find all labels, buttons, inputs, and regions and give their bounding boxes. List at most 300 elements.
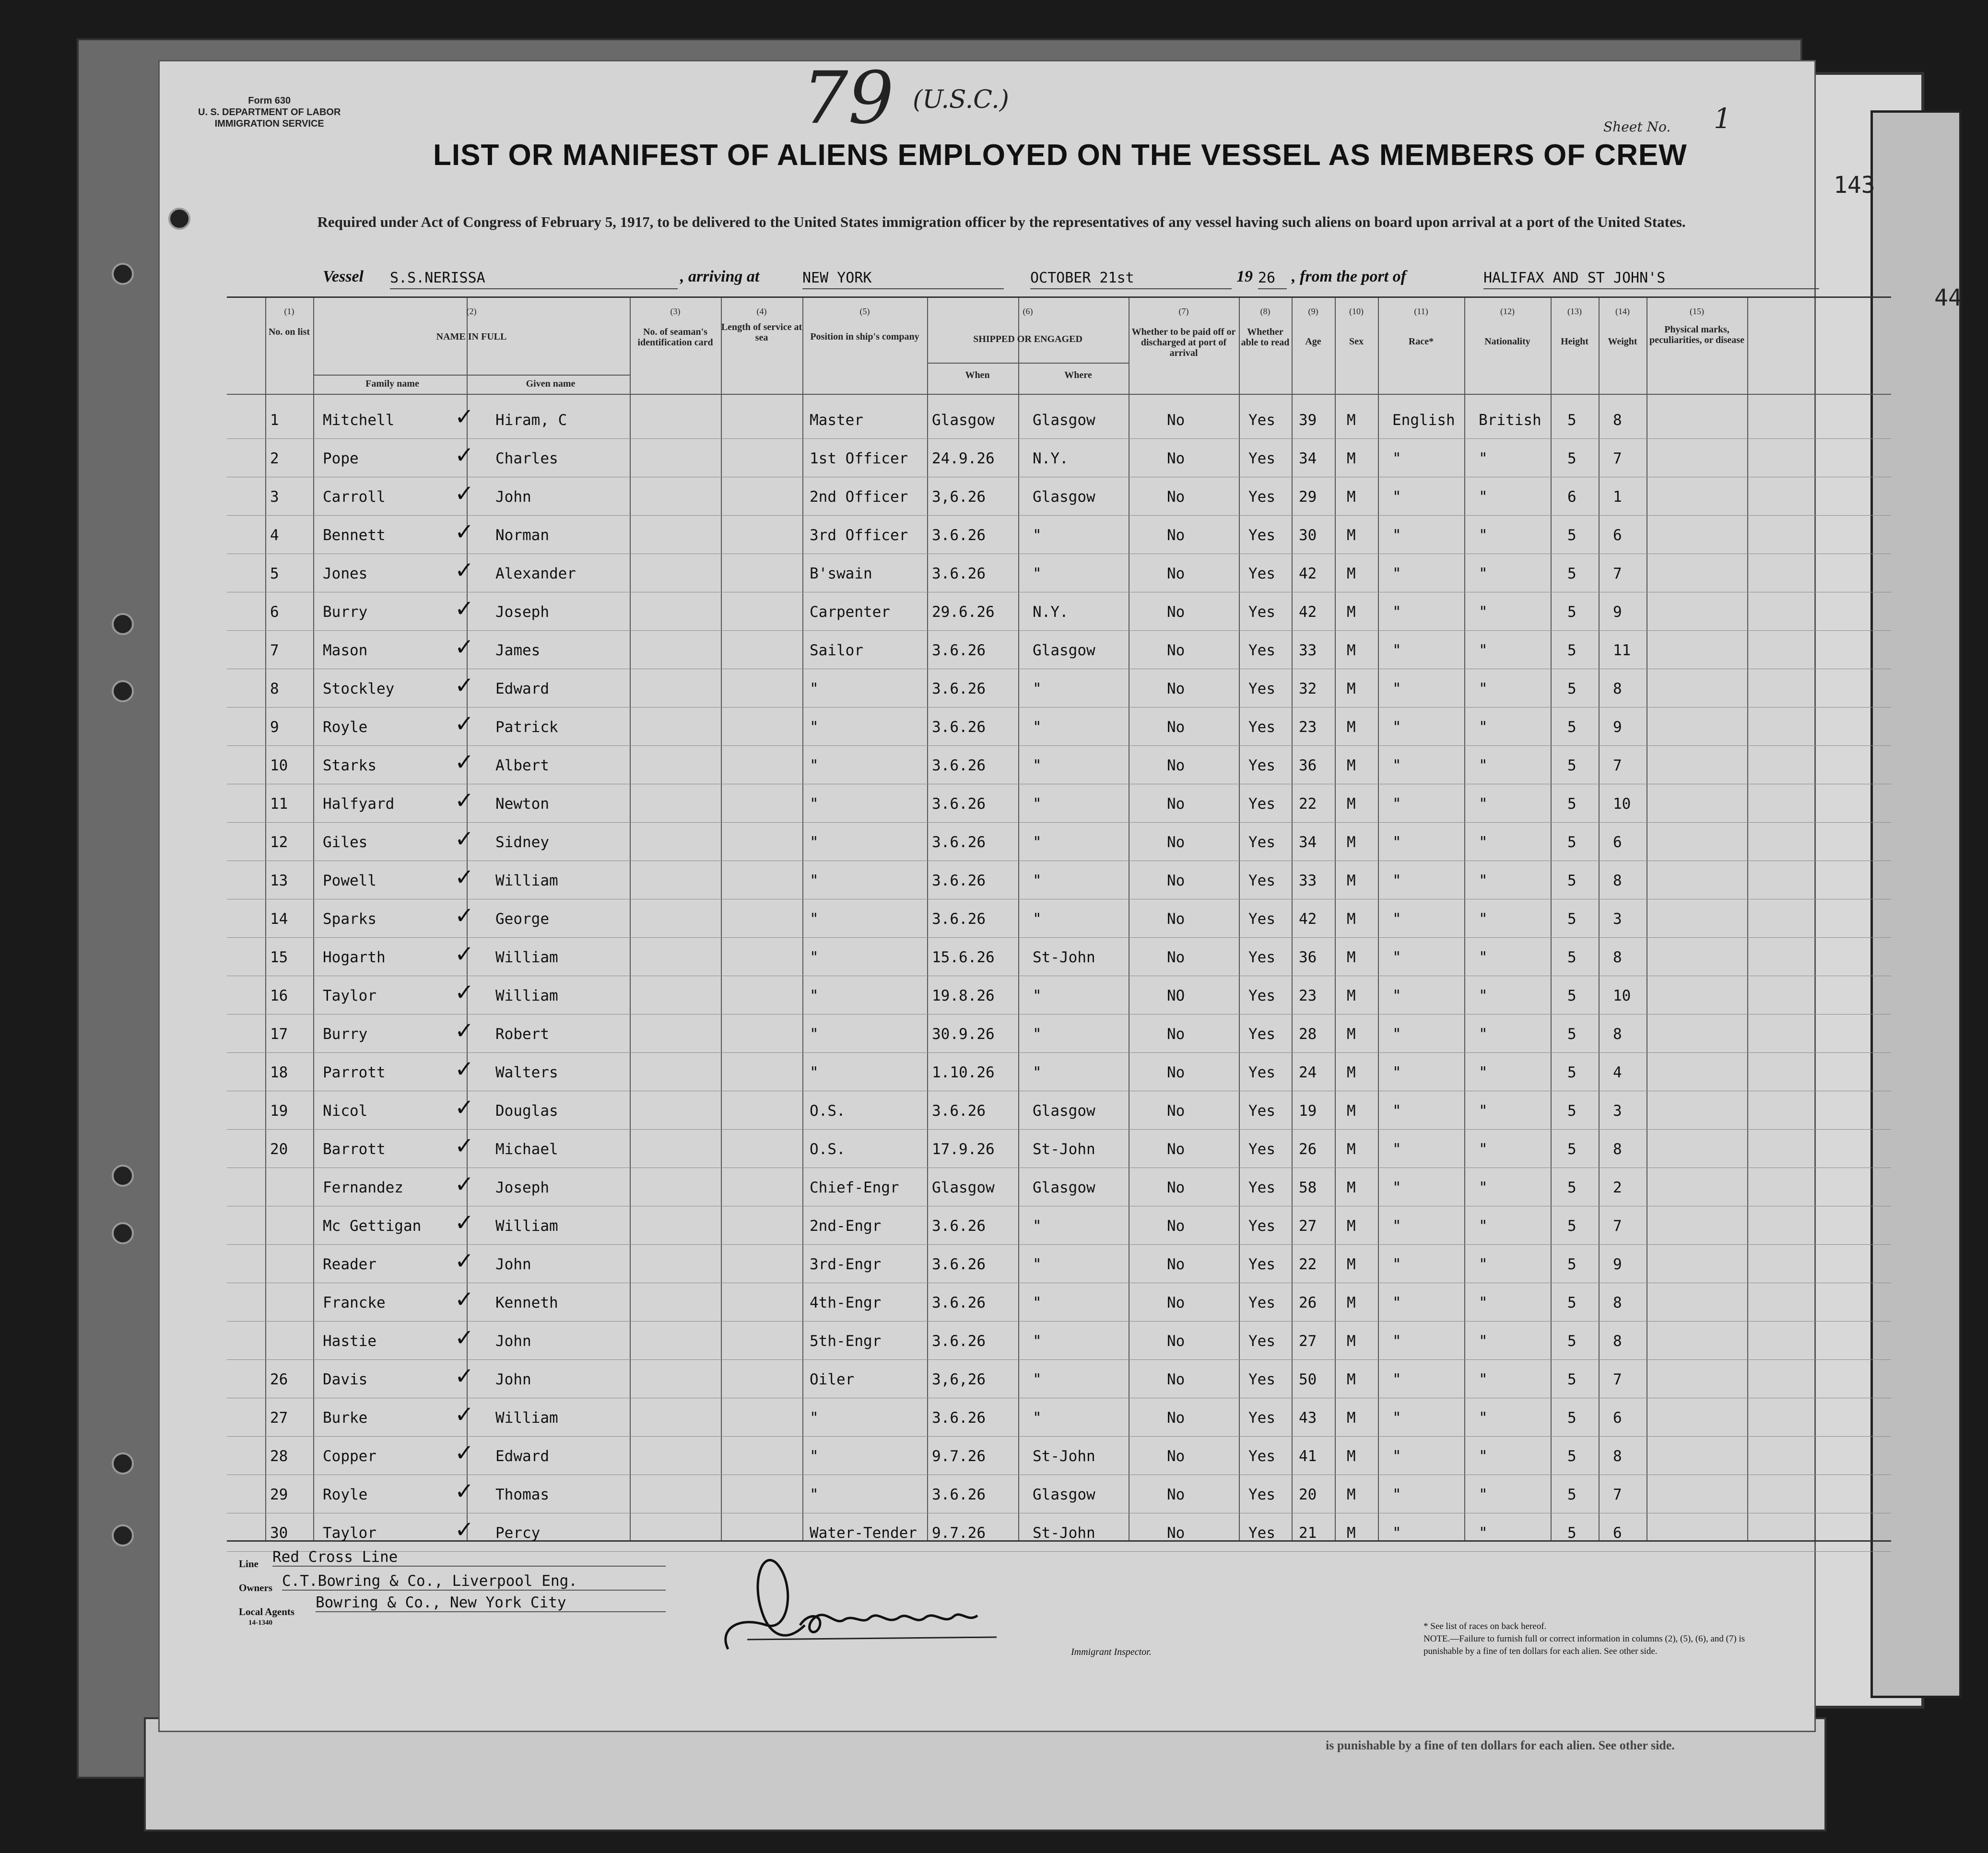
able-to-read: Yes	[1248, 1371, 1275, 1388]
checkmark-icon: ✓	[455, 864, 474, 891]
row-number: 1	[270, 412, 279, 429]
col-num: (13)	[1567, 307, 1582, 316]
shipped-when: 3.6.26	[932, 757, 986, 774]
col-num: (10)	[1349, 307, 1364, 316]
checkmark-icon: ✓	[455, 787, 474, 814]
sex: M	[1347, 872, 1356, 889]
able-to-read: Yes	[1248, 1448, 1275, 1465]
height: 5	[1567, 795, 1576, 813]
crew-row	[227, 401, 1891, 439]
punch-hole	[112, 1524, 134, 1546]
paid-off: No	[1167, 872, 1185, 889]
handwritten-number: 79	[802, 57, 894, 140]
given-name: Sidney	[495, 834, 549, 851]
sex: M	[1347, 949, 1356, 966]
given-name: William	[495, 1409, 558, 1427]
weight: 9	[1613, 1256, 1622, 1273]
paid-off: No	[1167, 1409, 1185, 1427]
shipped-when: 3.6.26	[932, 1294, 986, 1311]
family-name: Royle	[323, 719, 368, 736]
checkmark-icon: ✓	[455, 1324, 474, 1351]
paid-off: No	[1167, 949, 1185, 966]
able-to-read: Yes	[1248, 1064, 1275, 1081]
sex: M	[1347, 1486, 1356, 1503]
height: 5	[1567, 834, 1576, 851]
sex: M	[1347, 1448, 1356, 1465]
shipped-when: 3.6.26	[932, 1409, 986, 1427]
shipped-when: 3.6.26	[932, 1217, 986, 1235]
age: 32	[1299, 680, 1317, 697]
paid-off: No	[1167, 450, 1185, 467]
nationality: "	[1479, 1333, 1488, 1350]
height: 5	[1567, 1333, 1576, 1350]
crew-row	[227, 862, 1891, 900]
paid-off: No	[1167, 603, 1185, 621]
age: 29	[1299, 488, 1317, 506]
stamp-number-secondary: 44	[1934, 284, 1962, 311]
height: 5	[1567, 1102, 1576, 1120]
crew-row	[227, 478, 1891, 516]
family-name: Burry	[323, 1026, 368, 1043]
checkmark-icon: ✓	[455, 557, 474, 584]
age: 58	[1299, 1179, 1317, 1196]
crew-row	[227, 1399, 1891, 1437]
given-name: William	[495, 949, 558, 966]
shipped-where: "	[1033, 1217, 1042, 1235]
weight: 6	[1613, 834, 1622, 851]
able-to-read: Yes	[1248, 1524, 1275, 1542]
height: 6	[1567, 488, 1576, 506]
paid-off: No	[1167, 565, 1185, 582]
row-number: 2	[270, 450, 279, 467]
sex: M	[1347, 1064, 1356, 1081]
nationality: "	[1479, 450, 1488, 467]
crew-row	[227, 1130, 1891, 1168]
position: "	[810, 719, 819, 736]
underlying-page-bottom	[144, 1717, 1826, 1831]
paid-off: No	[1167, 1141, 1185, 1158]
given-name: John	[495, 488, 531, 506]
age: 22	[1299, 795, 1317, 813]
age: 34	[1299, 450, 1317, 467]
col-num: (1)	[284, 307, 294, 316]
row-number: 27	[270, 1409, 288, 1427]
given-name: Robert	[495, 1026, 549, 1043]
checkmark-icon: ✓	[455, 634, 474, 661]
paid-off: No	[1167, 1448, 1185, 1465]
checkmark-icon: ✓	[455, 1017, 474, 1044]
shipped-when: 3.6.26	[932, 1256, 986, 1273]
col-num: (8)	[1260, 307, 1270, 316]
crew-row	[227, 1245, 1891, 1284]
position: Chief-Engr	[810, 1179, 899, 1196]
given-name: Newton	[495, 795, 549, 813]
able-to-read: Yes	[1248, 1179, 1275, 1196]
stamp-number: 143	[1834, 172, 1875, 199]
family-name: Hastie	[323, 1333, 376, 1350]
vessel-name: S.S.NERISSA	[390, 270, 678, 289]
family-name: Pope	[323, 450, 359, 467]
race: "	[1392, 1141, 1401, 1158]
nationality: "	[1479, 1256, 1488, 1273]
row-number: 10	[270, 757, 288, 774]
race: "	[1392, 1064, 1401, 1081]
crew-row	[227, 593, 1891, 631]
nationality: "	[1479, 795, 1488, 813]
age: 27	[1299, 1217, 1317, 1235]
shipped-where: "	[1033, 1371, 1042, 1388]
family-name: Taylor	[323, 1524, 376, 1542]
able-to-read: Yes	[1248, 527, 1275, 544]
position: B'swain	[810, 565, 872, 582]
age: 33	[1299, 642, 1317, 659]
shipped-where: "	[1033, 910, 1042, 928]
footnotes	[1423, 1620, 1769, 1658]
race: "	[1392, 1486, 1401, 1503]
crew-row	[227, 670, 1891, 708]
header-shipped: SHIPPED OR ENGAGED	[973, 334, 1082, 344]
shipped-where: Glasgow	[1033, 412, 1095, 429]
row-number: 11	[270, 795, 288, 813]
punch-hole	[112, 680, 134, 702]
row-number: 30	[270, 1524, 288, 1542]
height: 5	[1567, 1486, 1576, 1503]
shipped-when: 3.6.26	[932, 1486, 986, 1503]
weight: 7	[1613, 1486, 1622, 1503]
crew-row	[227, 1284, 1891, 1322]
crew-table	[227, 296, 1891, 1542]
shipped-when: 3.6.26	[932, 1102, 986, 1120]
shipped-when: 24.9.26	[932, 450, 995, 467]
race: "	[1392, 1409, 1401, 1427]
nationality: "	[1479, 834, 1488, 851]
shipped-where: "	[1033, 795, 1042, 813]
shipped-where: "	[1033, 1333, 1042, 1350]
weight: 7	[1613, 565, 1622, 582]
family-name: Bennett	[323, 527, 386, 544]
header-length-service: Length of service at sea	[721, 322, 802, 343]
given-name: William	[495, 872, 558, 889]
shipped-when: 3,6.26	[932, 488, 986, 506]
weight: 7	[1613, 757, 1622, 774]
col-num: (3)	[670, 307, 681, 316]
shipped-when: 9.7.26	[932, 1448, 986, 1465]
able-to-read: Yes	[1248, 795, 1275, 813]
able-to-read: Yes	[1248, 910, 1275, 928]
family-name: Powell	[323, 872, 376, 889]
sex: M	[1347, 1179, 1356, 1196]
crew-row	[227, 1053, 1891, 1092]
race: "	[1392, 795, 1401, 813]
race: "	[1392, 603, 1401, 621]
position: Sailor	[810, 642, 863, 659]
row-number: 14	[270, 910, 288, 928]
vessel-label: Vessel	[323, 268, 364, 285]
race: "	[1392, 949, 1401, 966]
weight: 6	[1613, 1524, 1622, 1542]
line-value: Red Cross Line	[272, 1548, 666, 1567]
race: "	[1392, 834, 1401, 851]
height: 5	[1567, 1409, 1576, 1427]
paid-off: No	[1167, 527, 1185, 544]
weight: 8	[1613, 412, 1622, 429]
shipped-when: 19.8.26	[932, 987, 995, 1004]
shipped-where: N.Y.	[1033, 603, 1069, 621]
position: 1st Officer	[810, 450, 908, 467]
nationality: "	[1479, 1448, 1488, 1465]
from-port: HALIFAX AND ST JOHN'S	[1483, 270, 1819, 289]
checkmark-icon: ✓	[455, 1094, 474, 1121]
sex: M	[1347, 1026, 1356, 1043]
nationality: "	[1479, 987, 1488, 1004]
family-name: Halfyard	[323, 795, 395, 813]
paid-off: No	[1167, 1294, 1185, 1311]
race: "	[1392, 910, 1401, 928]
paid-off: No	[1167, 488, 1185, 506]
crew-row	[227, 516, 1891, 555]
given-name: Hiram, C	[495, 412, 567, 429]
family-name: Mason	[323, 642, 368, 659]
header-paid-off: Whether to be paid off or discharged at port of arrival	[1131, 327, 1236, 358]
position: Oiler	[810, 1371, 855, 1388]
shipped-where: "	[1033, 1026, 1042, 1043]
age: 28	[1299, 1026, 1317, 1043]
position: O.S.	[810, 1102, 846, 1120]
weight: 1	[1613, 488, 1622, 506]
punch-hole	[112, 1452, 134, 1475]
family-name: Barrott	[323, 1141, 386, 1158]
position: "	[810, 795, 819, 813]
position: Water-Tender	[810, 1524, 917, 1542]
age: 42	[1299, 603, 1317, 621]
paid-off: No	[1167, 757, 1185, 774]
family-name: Fernandez	[323, 1179, 403, 1196]
able-to-read: Yes	[1248, 719, 1275, 736]
shipped-when: 3.6.26	[932, 719, 986, 736]
punch-hole	[168, 208, 190, 230]
shipped-where: St-John	[1033, 1448, 1095, 1465]
weight: 8	[1613, 680, 1622, 697]
year-suffix: 26	[1258, 270, 1287, 289]
row-number: 19	[270, 1102, 288, 1120]
height: 5	[1567, 872, 1576, 889]
line-label: Line	[239, 1558, 259, 1570]
shipped-when: 3.6.26	[932, 565, 986, 582]
able-to-read: Yes	[1248, 1141, 1275, 1158]
punch-hole	[112, 1165, 134, 1187]
given-name: Walters	[495, 1064, 558, 1081]
height: 5	[1567, 642, 1576, 659]
sex: M	[1347, 488, 1356, 506]
nationality: "	[1479, 1179, 1488, 1196]
able-to-read: Yes	[1248, 565, 1275, 582]
position: 5th-Engr	[810, 1333, 882, 1350]
age: 20	[1299, 1486, 1317, 1503]
nationality: "	[1479, 680, 1488, 697]
crew-row	[227, 785, 1891, 823]
checkmark-icon: ✓	[455, 519, 474, 545]
height: 5	[1567, 412, 1576, 429]
shipped-where: "	[1033, 1409, 1042, 1427]
shipped-where: "	[1033, 987, 1042, 1004]
row-number: 16	[270, 987, 288, 1004]
shipped-when: 3.6.26	[932, 680, 986, 697]
header-age: Age	[1305, 336, 1321, 347]
paid-off: No	[1167, 1217, 1185, 1235]
nationality: "	[1479, 1524, 1488, 1542]
family-name: Jones	[323, 565, 368, 582]
sex: M	[1347, 642, 1356, 659]
height: 5	[1567, 1026, 1576, 1043]
row-number: 9	[270, 719, 279, 736]
paid-off: No	[1167, 642, 1185, 659]
shipped-when: 3.6.26	[932, 795, 986, 813]
paid-off: No	[1167, 834, 1185, 851]
sex: M	[1347, 1409, 1356, 1427]
race: "	[1392, 565, 1401, 582]
given-name: Joseph	[495, 1179, 549, 1196]
age: 34	[1299, 834, 1317, 851]
nationality: "	[1479, 603, 1488, 621]
height: 5	[1567, 719, 1576, 736]
nationality: "	[1479, 1141, 1488, 1158]
able-to-read: Yes	[1248, 834, 1275, 851]
given-name: Percy	[495, 1524, 541, 1542]
row-number: 12	[270, 834, 288, 851]
race: "	[1392, 488, 1401, 506]
sex: M	[1347, 1294, 1356, 1311]
checkmark-icon: ✓	[455, 826, 474, 852]
paid-off: No	[1167, 1333, 1185, 1350]
row-number: 13	[270, 872, 288, 889]
sex: M	[1347, 450, 1356, 467]
crew-row	[227, 439, 1891, 478]
height: 5	[1567, 1371, 1576, 1388]
agents-value: Bowring & Co., New York City	[316, 1594, 666, 1612]
paid-off: No	[1167, 795, 1185, 813]
nationality: "	[1479, 910, 1488, 928]
position: Carpenter	[810, 603, 890, 621]
given-name: William	[495, 1217, 558, 1235]
height: 5	[1567, 603, 1576, 621]
row-number: 5	[270, 565, 279, 582]
family-name: Starks	[323, 757, 376, 774]
race: "	[1392, 1333, 1401, 1350]
able-to-read: Yes	[1248, 603, 1275, 621]
height: 5	[1567, 757, 1576, 774]
header-physical-marks: Physical marks, peculiarities, or disease	[1649, 324, 1744, 345]
punch-hole	[112, 1222, 134, 1244]
given-name: Patrick	[495, 719, 558, 736]
shipped-where: "	[1033, 834, 1042, 851]
position: "	[810, 1409, 819, 1427]
family-name: Copper	[323, 1448, 376, 1465]
sex: M	[1347, 1371, 1356, 1388]
weight: 6	[1613, 1409, 1622, 1427]
shipped-where: Glasgow	[1033, 488, 1095, 506]
position: O.S.	[810, 1141, 846, 1158]
checkmark-icon: ✓	[455, 1056, 474, 1083]
shipped-where: "	[1033, 757, 1042, 774]
checkmark-icon: ✓	[455, 480, 474, 507]
shipped-when: 3.6.26	[932, 834, 986, 851]
given-name: John	[495, 1256, 531, 1273]
race: "	[1392, 450, 1401, 467]
family-name: Reader	[323, 1256, 376, 1273]
height: 5	[1567, 1179, 1576, 1196]
shipped-where: St-John	[1033, 949, 1095, 966]
checkmark-icon: ✓	[455, 1248, 474, 1275]
age: 21	[1299, 1524, 1317, 1542]
paid-off: No	[1167, 680, 1185, 697]
race: "	[1392, 527, 1401, 544]
nationality: "	[1479, 1217, 1488, 1235]
age: 43	[1299, 1409, 1317, 1427]
crew-row	[227, 938, 1891, 977]
header-race: Race*	[1408, 336, 1434, 347]
checkmark-icon: ✓	[455, 1133, 474, 1159]
col-num: (15)	[1690, 307, 1704, 316]
shipped-where: "	[1033, 719, 1042, 736]
shipped-when: 3.6.26	[932, 527, 986, 544]
sex: M	[1347, 603, 1356, 621]
weight: 3	[1613, 910, 1622, 928]
weight: 11	[1613, 642, 1631, 659]
nationality: "	[1479, 1294, 1488, 1311]
checkmark-icon: ✓	[455, 1171, 474, 1198]
nationality: "	[1479, 949, 1488, 966]
paid-off: No	[1167, 1256, 1185, 1273]
nationality: "	[1479, 1371, 1488, 1388]
sex: M	[1347, 1256, 1356, 1273]
weight: 7	[1613, 1217, 1622, 1235]
age: 23	[1299, 719, 1317, 736]
arriving-port: NEW YORK	[802, 270, 1004, 289]
sex: M	[1347, 1141, 1356, 1158]
age: 19	[1299, 1102, 1317, 1120]
position: 3rd Officer	[810, 527, 908, 544]
sex: M	[1347, 757, 1356, 774]
checkmark-icon: ✓	[455, 442, 474, 469]
age: 27	[1299, 1333, 1317, 1350]
shipped-when: 29.6.26	[932, 603, 995, 621]
crew-row	[227, 977, 1891, 1015]
punch-hole	[112, 613, 134, 635]
paid-off: No	[1167, 1102, 1185, 1120]
col-num: (2)	[466, 307, 477, 316]
given-name: Edward	[495, 680, 549, 697]
shipped-when: 1.10.26	[932, 1064, 995, 1081]
weight: 10	[1613, 795, 1631, 813]
weight: 4	[1613, 1064, 1622, 1081]
nationality: "	[1479, 719, 1488, 736]
position: 4th-Engr	[810, 1294, 882, 1311]
vessel-line	[323, 268, 1834, 296]
weight: 2	[1613, 1179, 1622, 1196]
family-name: Burry	[323, 603, 368, 621]
inspector-label: Immigrant Inspector.	[1071, 1647, 1152, 1657]
height: 5	[1567, 1448, 1576, 1465]
height: 5	[1567, 565, 1576, 582]
row-number: 20	[270, 1141, 288, 1158]
nationality: British	[1479, 412, 1541, 429]
header-position: Position in ship's company	[810, 331, 919, 342]
shipped-where: N.Y.	[1033, 450, 1069, 467]
header-sex: Sex	[1349, 336, 1364, 347]
height: 5	[1567, 1217, 1576, 1235]
paid-off: No	[1167, 1486, 1185, 1503]
form-code: 14-1340	[248, 1619, 272, 1627]
